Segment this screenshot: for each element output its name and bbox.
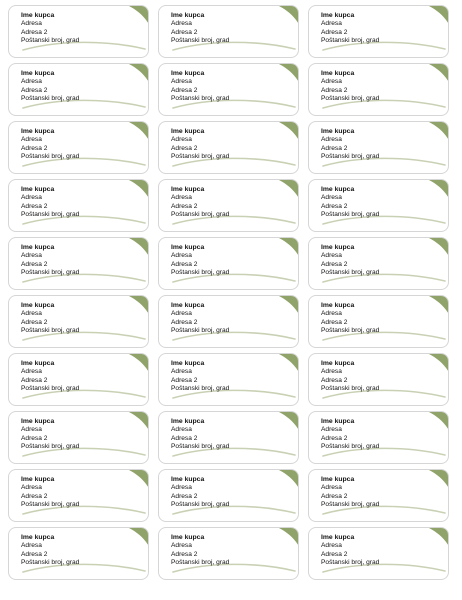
postal-city-line: Poštanski broj, grad bbox=[171, 559, 230, 567]
address-line-2: Adresa 2 bbox=[321, 550, 348, 558]
customer-name: Ime kupca bbox=[321, 418, 355, 425]
address-line-2: Adresa 2 bbox=[321, 260, 348, 268]
address-line-1: Adresa bbox=[21, 310, 42, 318]
corner-leaf-shape bbox=[277, 6, 299, 28]
postal-city-line: Poštanski broj, grad bbox=[21, 501, 80, 509]
address-label[interactable] bbox=[8, 527, 149, 580]
customer-name: Ime kupca bbox=[21, 534, 55, 541]
customer-name: Ime kupca bbox=[21, 302, 55, 309]
address-line-2: Adresa 2 bbox=[321, 28, 348, 36]
corner-leaf-shape bbox=[427, 470, 449, 492]
corner-leaf-shape bbox=[127, 528, 149, 550]
label-text-block bbox=[21, 534, 79, 568]
address-label[interactable] bbox=[308, 63, 449, 116]
corner-leaf-shape bbox=[427, 528, 449, 550]
address-line-1: Adresa bbox=[321, 368, 342, 376]
address-line-2: Adresa 2 bbox=[171, 376, 198, 384]
address-label[interactable] bbox=[8, 179, 149, 232]
address-label[interactable] bbox=[158, 353, 299, 406]
customer-name: Ime kupca bbox=[171, 360, 205, 367]
address-label[interactable] bbox=[308, 237, 449, 290]
address-line-1: Adresa bbox=[21, 78, 42, 86]
address-label[interactable] bbox=[8, 5, 149, 58]
customer-name: Ime kupca bbox=[171, 534, 205, 541]
address-label[interactable] bbox=[308, 295, 449, 348]
corner-leaf-shape bbox=[277, 180, 299, 202]
address-label[interactable] bbox=[158, 121, 299, 174]
corner-leaf-shape bbox=[127, 6, 149, 28]
address-label[interactable] bbox=[308, 411, 449, 464]
customer-name: Ime kupca bbox=[171, 244, 205, 251]
postal-city-line: Poštanski broj, grad bbox=[21, 327, 80, 335]
address-line-1: Adresa bbox=[171, 136, 192, 144]
address-label[interactable] bbox=[308, 5, 449, 58]
address-line-2: Adresa 2 bbox=[321, 318, 348, 326]
corner-leaf-shape bbox=[127, 122, 149, 144]
address-label[interactable] bbox=[158, 469, 299, 522]
label-text-block bbox=[171, 534, 229, 568]
address-line-2: Adresa 2 bbox=[21, 260, 48, 268]
address-line-2: Adresa 2 bbox=[171, 260, 198, 268]
postal-city-line: Poštanski broj, grad bbox=[171, 153, 230, 161]
label-text-block bbox=[21, 418, 79, 452]
label-text-block bbox=[321, 302, 379, 336]
address-label[interactable] bbox=[8, 411, 149, 464]
address-label[interactable] bbox=[8, 353, 149, 406]
postal-city-line: Poštanski broj, grad bbox=[171, 443, 230, 451]
address-line-1: Adresa bbox=[321, 484, 342, 492]
customer-name: Ime kupca bbox=[171, 128, 205, 135]
address-label[interactable] bbox=[308, 469, 449, 522]
customer-name: Ime kupca bbox=[321, 186, 355, 193]
label-text-block bbox=[171, 128, 229, 162]
address-line-2: Adresa 2 bbox=[171, 202, 198, 210]
address-label[interactable] bbox=[158, 527, 299, 580]
address-label[interactable] bbox=[308, 353, 449, 406]
address-label[interactable] bbox=[158, 5, 299, 58]
address-label[interactable] bbox=[158, 179, 299, 232]
label-text-block bbox=[321, 418, 379, 452]
label-text-block bbox=[21, 70, 79, 104]
customer-name: Ime kupca bbox=[21, 128, 55, 135]
address-line-1: Adresa bbox=[321, 78, 342, 86]
customer-name: Ime kupca bbox=[171, 12, 205, 19]
address-line-1: Adresa bbox=[321, 310, 342, 318]
corner-leaf-shape bbox=[277, 528, 299, 550]
postal-city-line: Poštanski broj, grad bbox=[171, 385, 230, 393]
corner-leaf-shape bbox=[127, 412, 149, 434]
address-line-1: Adresa bbox=[21, 484, 42, 492]
address-label[interactable] bbox=[8, 237, 149, 290]
address-line-2: Adresa 2 bbox=[21, 492, 48, 500]
address-line-1: Adresa bbox=[21, 20, 42, 28]
address-line-1: Adresa bbox=[171, 252, 192, 260]
postal-city-line: Poštanski broj, grad bbox=[171, 37, 230, 45]
customer-name: Ime kupca bbox=[21, 12, 55, 19]
postal-city-line: Poštanski broj, grad bbox=[21, 95, 80, 103]
corner-leaf-shape bbox=[127, 470, 149, 492]
label-text-block bbox=[21, 476, 79, 510]
customer-name: Ime kupca bbox=[171, 70, 205, 77]
label-text-block bbox=[321, 534, 379, 568]
postal-city-line: Poštanski broj, grad bbox=[21, 385, 80, 393]
address-label[interactable] bbox=[158, 295, 299, 348]
address-line-2: Adresa 2 bbox=[321, 202, 348, 210]
address-label[interactable] bbox=[8, 63, 149, 116]
address-line-2: Adresa 2 bbox=[171, 28, 198, 36]
postal-city-line: Poštanski broj, grad bbox=[321, 385, 380, 393]
customer-name: Ime kupca bbox=[21, 244, 55, 251]
customer-name: Ime kupca bbox=[21, 360, 55, 367]
corner-leaf-shape bbox=[277, 238, 299, 260]
customer-name: Ime kupca bbox=[321, 534, 355, 541]
address-line-1: Adresa bbox=[321, 136, 342, 144]
address-line-2: Adresa 2 bbox=[171, 434, 198, 442]
corner-leaf-shape bbox=[127, 64, 149, 86]
address-line-2: Adresa 2 bbox=[21, 376, 48, 384]
address-label[interactable] bbox=[308, 121, 449, 174]
corner-leaf-shape bbox=[427, 180, 449, 202]
label-text-block bbox=[171, 418, 229, 452]
customer-name: Ime kupca bbox=[171, 476, 205, 483]
label-sheet bbox=[8, 5, 456, 595]
address-label[interactable] bbox=[158, 411, 299, 464]
postal-city-line: Poštanski broj, grad bbox=[21, 211, 80, 219]
address-line-2: Adresa 2 bbox=[21, 144, 48, 152]
label-text-block bbox=[171, 186, 229, 220]
corner-leaf-shape bbox=[127, 354, 149, 376]
address-line-2: Adresa 2 bbox=[21, 28, 48, 36]
address-line-2: Adresa 2 bbox=[321, 492, 348, 500]
address-line-1: Adresa bbox=[21, 136, 42, 144]
customer-name: Ime kupca bbox=[321, 244, 355, 251]
customer-name: Ime kupca bbox=[321, 128, 355, 135]
address-line-1: Adresa bbox=[21, 542, 42, 550]
customer-name: Ime kupca bbox=[21, 476, 55, 483]
postal-city-line: Poštanski broj, grad bbox=[321, 327, 380, 335]
postal-city-line: Poštanski broj, grad bbox=[321, 559, 380, 567]
address-line-1: Adresa bbox=[321, 20, 342, 28]
label-text-block bbox=[321, 360, 379, 394]
address-line-1: Adresa bbox=[171, 426, 192, 434]
label-text-block bbox=[321, 186, 379, 220]
label-text-block bbox=[321, 476, 379, 510]
corner-leaf-shape bbox=[427, 6, 449, 28]
corner-leaf-shape bbox=[127, 296, 149, 318]
address-line-1: Adresa bbox=[171, 194, 192, 202]
postal-city-line: Poštanski broj, grad bbox=[321, 269, 380, 277]
label-text-block bbox=[321, 12, 379, 46]
address-label[interactable] bbox=[308, 527, 449, 580]
postal-city-line: Poštanski broj, grad bbox=[321, 211, 380, 219]
label-text-block bbox=[21, 128, 79, 162]
postal-city-line: Poštanski broj, grad bbox=[171, 501, 230, 509]
label-text-block bbox=[21, 12, 79, 46]
customer-name: Ime kupca bbox=[321, 360, 355, 367]
address-line-1: Adresa bbox=[171, 20, 192, 28]
address-line-1: Adresa bbox=[21, 252, 42, 260]
customer-name: Ime kupca bbox=[321, 70, 355, 77]
postal-city-line: Poštanski broj, grad bbox=[21, 269, 80, 277]
customer-name: Ime kupca bbox=[171, 302, 205, 309]
address-line-2: Adresa 2 bbox=[171, 86, 198, 94]
customer-name: Ime kupca bbox=[21, 418, 55, 425]
address-label[interactable] bbox=[158, 63, 299, 116]
corner-leaf-shape bbox=[277, 64, 299, 86]
address-line-1: Adresa bbox=[171, 310, 192, 318]
corner-leaf-shape bbox=[427, 122, 449, 144]
address-line-1: Adresa bbox=[21, 426, 42, 434]
corner-leaf-shape bbox=[277, 470, 299, 492]
label-text-block bbox=[171, 476, 229, 510]
postal-city-line: Poštanski broj, grad bbox=[21, 559, 80, 567]
postal-city-line: Poštanski broj, grad bbox=[321, 501, 380, 509]
customer-name: Ime kupca bbox=[21, 70, 55, 77]
address-line-1: Adresa bbox=[321, 252, 342, 260]
postal-city-line: Poštanski broj, grad bbox=[21, 443, 80, 451]
label-text-block bbox=[171, 302, 229, 336]
address-line-1: Adresa bbox=[171, 78, 192, 86]
postal-city-line: Poštanski broj, grad bbox=[21, 37, 80, 45]
corner-leaf-shape bbox=[127, 180, 149, 202]
address-line-2: Adresa 2 bbox=[321, 144, 348, 152]
address-label[interactable] bbox=[8, 469, 149, 522]
label-text-block bbox=[171, 12, 229, 46]
postal-city-line: Poštanski broj, grad bbox=[21, 153, 80, 161]
corner-leaf-shape bbox=[427, 296, 449, 318]
address-line-2: Adresa 2 bbox=[21, 202, 48, 210]
corner-leaf-shape bbox=[277, 354, 299, 376]
corner-leaf-shape bbox=[427, 354, 449, 376]
address-line-2: Adresa 2 bbox=[21, 434, 48, 442]
address-line-2: Adresa 2 bbox=[321, 86, 348, 94]
label-text-block bbox=[21, 302, 79, 336]
label-text-block bbox=[21, 244, 79, 278]
postal-city-line: Poštanski broj, grad bbox=[321, 443, 380, 451]
corner-leaf-shape bbox=[427, 412, 449, 434]
postal-city-line: Poštanski broj, grad bbox=[321, 153, 380, 161]
corner-leaf-shape bbox=[427, 64, 449, 86]
postal-city-line: Poštanski broj, grad bbox=[171, 269, 230, 277]
label-text-block bbox=[21, 360, 79, 394]
label-text-block bbox=[171, 70, 229, 104]
corner-leaf-shape bbox=[427, 238, 449, 260]
customer-name: Ime kupca bbox=[171, 418, 205, 425]
customer-name: Ime kupca bbox=[321, 302, 355, 309]
label-text-block bbox=[321, 244, 379, 278]
address-line-2: Adresa 2 bbox=[321, 376, 348, 384]
label-text-block bbox=[171, 360, 229, 394]
address-line-1: Adresa bbox=[21, 368, 42, 376]
address-line-1: Adresa bbox=[21, 194, 42, 202]
corner-leaf-shape bbox=[127, 238, 149, 260]
postal-city-line: Poštanski broj, grad bbox=[321, 95, 380, 103]
postal-city-line: Poštanski broj, grad bbox=[171, 327, 230, 335]
address-line-1: Adresa bbox=[321, 194, 342, 202]
address-label[interactable] bbox=[158, 237, 299, 290]
address-line-2: Adresa 2 bbox=[171, 318, 198, 326]
label-text-block bbox=[321, 70, 379, 104]
corner-leaf-shape bbox=[277, 122, 299, 144]
customer-name: Ime kupca bbox=[21, 186, 55, 193]
label-text-block bbox=[21, 186, 79, 220]
customer-name: Ime kupca bbox=[321, 12, 355, 19]
address-line-2: Adresa 2 bbox=[171, 144, 198, 152]
label-text-block bbox=[171, 244, 229, 278]
address-line-2: Adresa 2 bbox=[321, 434, 348, 442]
address-line-2: Adresa 2 bbox=[21, 86, 48, 94]
postal-city-line: Poštanski broj, grad bbox=[171, 95, 230, 103]
address-line-2: Adresa 2 bbox=[21, 550, 48, 558]
address-line-1: Adresa bbox=[321, 542, 342, 550]
address-line-1: Adresa bbox=[321, 426, 342, 434]
postal-city-line: Poštanski broj, grad bbox=[171, 211, 230, 219]
address-line-2: Adresa 2 bbox=[171, 492, 198, 500]
address-line-2: Adresa 2 bbox=[171, 550, 198, 558]
address-label[interactable] bbox=[308, 179, 449, 232]
label-text-block bbox=[321, 128, 379, 162]
corner-leaf-shape bbox=[277, 296, 299, 318]
address-line-2: Adresa 2 bbox=[21, 318, 48, 326]
address-line-1: Adresa bbox=[171, 542, 192, 550]
address-label[interactable] bbox=[8, 295, 149, 348]
address-line-1: Adresa bbox=[171, 368, 192, 376]
corner-leaf-shape bbox=[277, 412, 299, 434]
address-line-1: Adresa bbox=[171, 484, 192, 492]
postal-city-line: Poštanski broj, grad bbox=[321, 37, 380, 45]
customer-name: Ime kupca bbox=[171, 186, 205, 193]
customer-name: Ime kupca bbox=[321, 476, 355, 483]
address-label[interactable] bbox=[8, 121, 149, 174]
